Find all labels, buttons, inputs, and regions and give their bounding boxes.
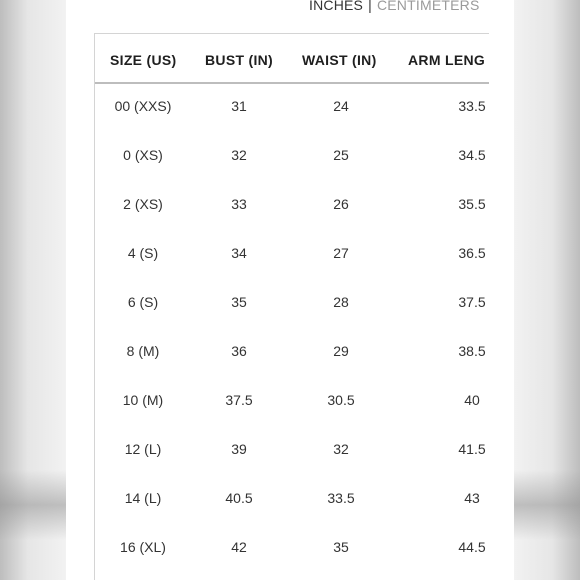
size-cell: 4 (S) <box>127 245 159 261</box>
bust-cell: 33 <box>231 196 247 212</box>
bust-cell: 42 <box>231 539 247 555</box>
size-cell: 10 (M) <box>122 392 164 408</box>
size-cell: 12 (L) <box>124 441 162 457</box>
arm-length-cell: 40 <box>464 392 480 408</box>
size-cell: 8 (M) <box>126 343 160 359</box>
size-table <box>94 33 489 580</box>
waist-cell: 28 <box>333 294 349 310</box>
table-body <box>95 84 489 574</box>
table-row <box>95 525 489 574</box>
arm-length-cell: 35.5 <box>458 196 486 212</box>
arm-length-cell: 44.5 <box>458 539 486 555</box>
waist-cell: 25 <box>333 147 349 163</box>
table-row <box>95 280 489 329</box>
waist-cell: 30.5 <box>327 392 355 408</box>
arm-length-cell: 43 <box>464 490 480 506</box>
table-row <box>95 329 489 378</box>
bust-cell: 31 <box>231 98 247 114</box>
arm-length-cell: 33.5 <box>458 98 486 114</box>
header-size: SIZE (US) <box>110 52 177 68</box>
table-row <box>95 231 489 280</box>
table-row <box>95 427 489 476</box>
table-row <box>95 133 489 182</box>
size-cell: 16 (XL) <box>120 539 166 555</box>
bust-cell: 35 <box>231 294 247 310</box>
waist-cell: 24 <box>333 98 349 114</box>
unit-separator: | <box>368 0 372 13</box>
blurred-background-left <box>0 0 70 580</box>
bust-cell: 39 <box>231 441 247 457</box>
bust-cell: 34 <box>231 245 247 261</box>
waist-cell: 29 <box>333 343 349 359</box>
size-cell: 00 (XXS) <box>114 98 172 114</box>
size-chart-card <box>66 0 514 580</box>
arm-length-cell: 38.5 <box>458 343 486 359</box>
arm-length-cell: 36.5 <box>458 245 486 261</box>
waist-cell: 27 <box>333 245 349 261</box>
blurred-background-right <box>510 0 580 580</box>
inches-option[interactable]: INCHES <box>309 0 364 13</box>
size-cell: 6 (S) <box>127 294 159 310</box>
bust-cell: 37.5 <box>225 392 253 408</box>
size-cell: 14 (L) <box>124 490 162 506</box>
waist-cell: 33.5 <box>327 490 355 506</box>
bust-cell: 36 <box>231 343 247 359</box>
size-cell: 0 (XS) <box>123 147 163 163</box>
header-bust: BUST (IN) <box>205 52 274 68</box>
bust-cell: 40.5 <box>225 490 253 506</box>
size-cell: 2 (XS) <box>123 196 163 212</box>
waist-cell: 35 <box>333 539 349 555</box>
table-header <box>95 34 489 84</box>
table-row <box>95 84 489 133</box>
bust-cell: 32 <box>231 147 247 163</box>
waist-cell: 26 <box>333 196 349 212</box>
centimeters-option[interactable]: CENTIMETERS <box>376 0 480 13</box>
arm-length-cell: 41.5 <box>458 441 486 457</box>
header-waist: WAIST (IN) <box>302 52 377 68</box>
arm-length-cell: 34.5 <box>458 147 486 163</box>
table-row <box>95 182 489 231</box>
table-row <box>95 378 489 427</box>
waist-cell: 32 <box>333 441 349 457</box>
arm-length-cell: 37.5 <box>458 294 486 310</box>
unit-toggle <box>309 0 480 13</box>
table-row <box>95 476 489 525</box>
header-arm-length: ARM LENG <box>408 52 486 68</box>
